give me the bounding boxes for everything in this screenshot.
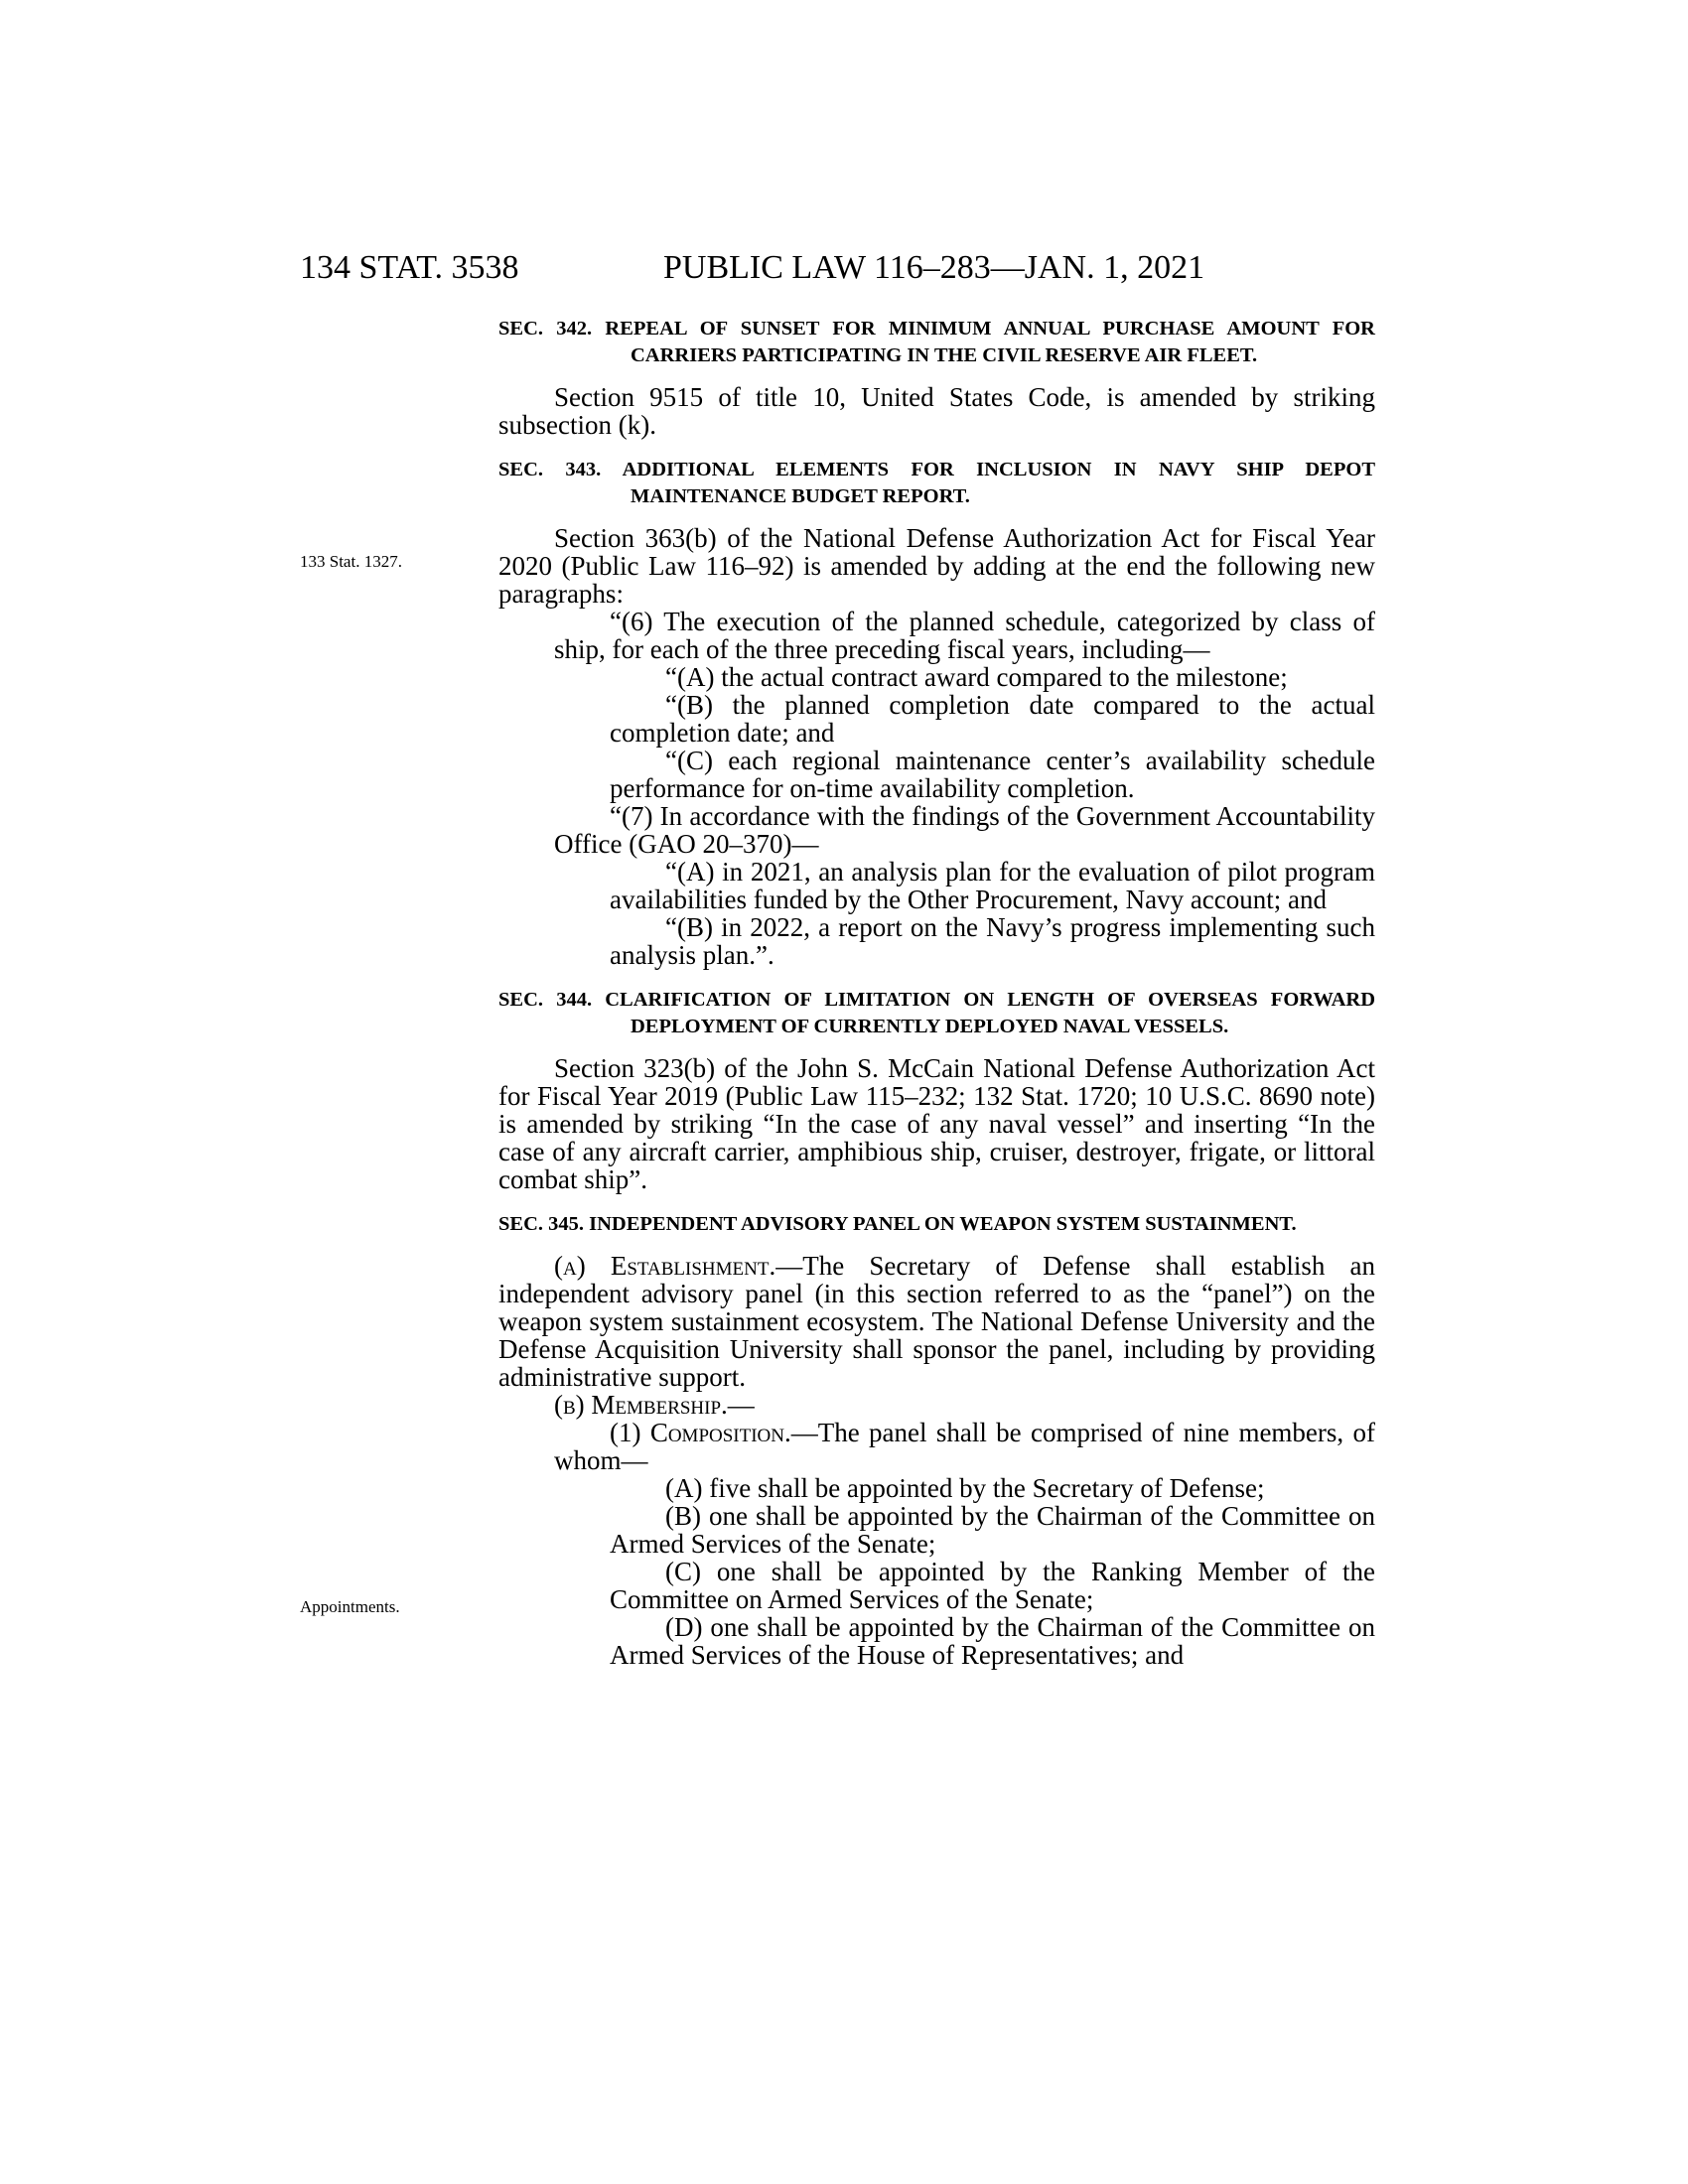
section-heading-344: SEC. 344. CLARIFICATION OF LIMITATION ON LENGTH OF OVERSEAS FORWARD DEPLOYMENT OF CURRENTLY DEPLOYED NAVAL VESSELS.: [498, 989, 1375, 1037]
paragraph-b1-label: (1) Composition.: [610, 1418, 791, 1447]
subsection-a-label: (a) Establishment.: [554, 1251, 776, 1281]
subsection-a: [498, 1252, 1375, 1391]
subparagraph-7a: “(A) in 2021, an analysis plan for the evaluation of pilot program availabilities funded by the Other Procurement, Navy account; and: [610, 857, 1375, 914]
section-344-text: Section 323(b) of the John S. McCain National Defense Authorization Act for Fiscal Year 2019 (Public Law 115–232; 132 Stat. 1720; 10 U.S.C. 8690 note) is amended by striking “In the case of any naval vessel” and inserting “In the case of any aircraft carrier, amphibious ship, cruiser, destroyer, frigate, or littoral combat ship”.: [498, 1053, 1375, 1194]
stat-page-number: 134 STAT. 3538: [300, 249, 519, 286]
margin-note-appointments: Appointments.: [300, 1597, 400, 1616]
section-heading-345: SEC. 345. INDEPENDENT ADVISORY PANEL ON WEAPON SYSTEM SUSTAINMENT.: [498, 1213, 1297, 1235]
subsection-b-label: (b) Membership.: [554, 1390, 728, 1420]
paragraph-b1-text: —The panel shall be comprised of nine members, of whom—: [554, 1418, 1375, 1475]
section-heading-343: SEC. 343. ADDITIONAL ELEMENTS FOR INCLUSION IN NAVY SHIP DEPOT MAINTENANCE BUDGET REPORT.: [498, 459, 1375, 507]
margin-note-stat-ref: 133 Stat. 1327.: [300, 552, 402, 571]
subparagraph-6a: “(A) the actual contract award compared to the milestone;: [665, 662, 1288, 692]
body-text: [498, 316, 1375, 1669]
subsection-b-text: —: [727, 1390, 755, 1420]
subparagraph-b1d: (D) one shall be appointed by the Chairman of the Committee on Armed Services of the House of Representatives; and: [610, 1612, 1375, 1670]
paragraph-6: “(6) The execution of the planned schedule, categorized by class of ship, for each of the three preceding fiscal years, including—: [554, 607, 1375, 664]
subparagraph-6b: “(B) the planned completion date compared to the actual completion date; and: [610, 690, 1375, 748]
subparagraph-7b: “(B) in 2022, a report on the Navy’s progress implementing such analysis plan.”.: [610, 912, 1375, 970]
subsection-a-text: —The Secretary of Defense shall establish an independent advisory panel (in this section referred to as the “panel”) on the weapon system sustainment ecosystem. The National Defense University and the Defense Acquisition University shall sponsor the panel, including by providing administrative support.: [498, 1251, 1375, 1392]
law-title: PUBLIC LAW 116–283—JAN. 1, 2021: [663, 249, 1205, 286]
running-head: [0, 248, 1688, 298]
section-heading-342: SEC. 342. REPEAL OF SUNSET FOR MINIMUM ANNUAL PURCHASE AMOUNT FOR CARRIERS PARTICIPATING IN THE CIVIL RESERVE AIR FLEET.: [498, 318, 1375, 366]
subparagraph-b1c: (C) one shall be appointed by the Ranking Member of the Committee on Armed Services of the Senate;: [610, 1557, 1375, 1614]
subparagraph-b1a: (A) five shall be appointed by the Secretary of Defense;: [665, 1473, 1265, 1503]
subparagraph-6c: “(C) each regional maintenance center’s availability schedule performance for on-time availability completion.: [610, 746, 1375, 803]
section-343-intro: Section 363(b) of the National Defense Authorization Act for Fiscal Year 2020 (Public Law 116–92) is amended by adding at the end the following new paragraphs:: [498, 523, 1375, 609]
paragraph-b1: [498, 1419, 1375, 1474]
section-342-text: Section 9515 of title 10, United States Code, is amended by striking subsection (k).: [498, 382, 1375, 440]
subsection-b: [498, 1391, 1375, 1419]
subparagraph-b1b: (B) one shall be appointed by the Chairman of the Committee on Armed Services of the Senate;: [610, 1501, 1375, 1559]
paragraph-7: “(7) In accordance with the findings of the Government Accountability Office (GAO 20–370)—: [554, 801, 1375, 859]
